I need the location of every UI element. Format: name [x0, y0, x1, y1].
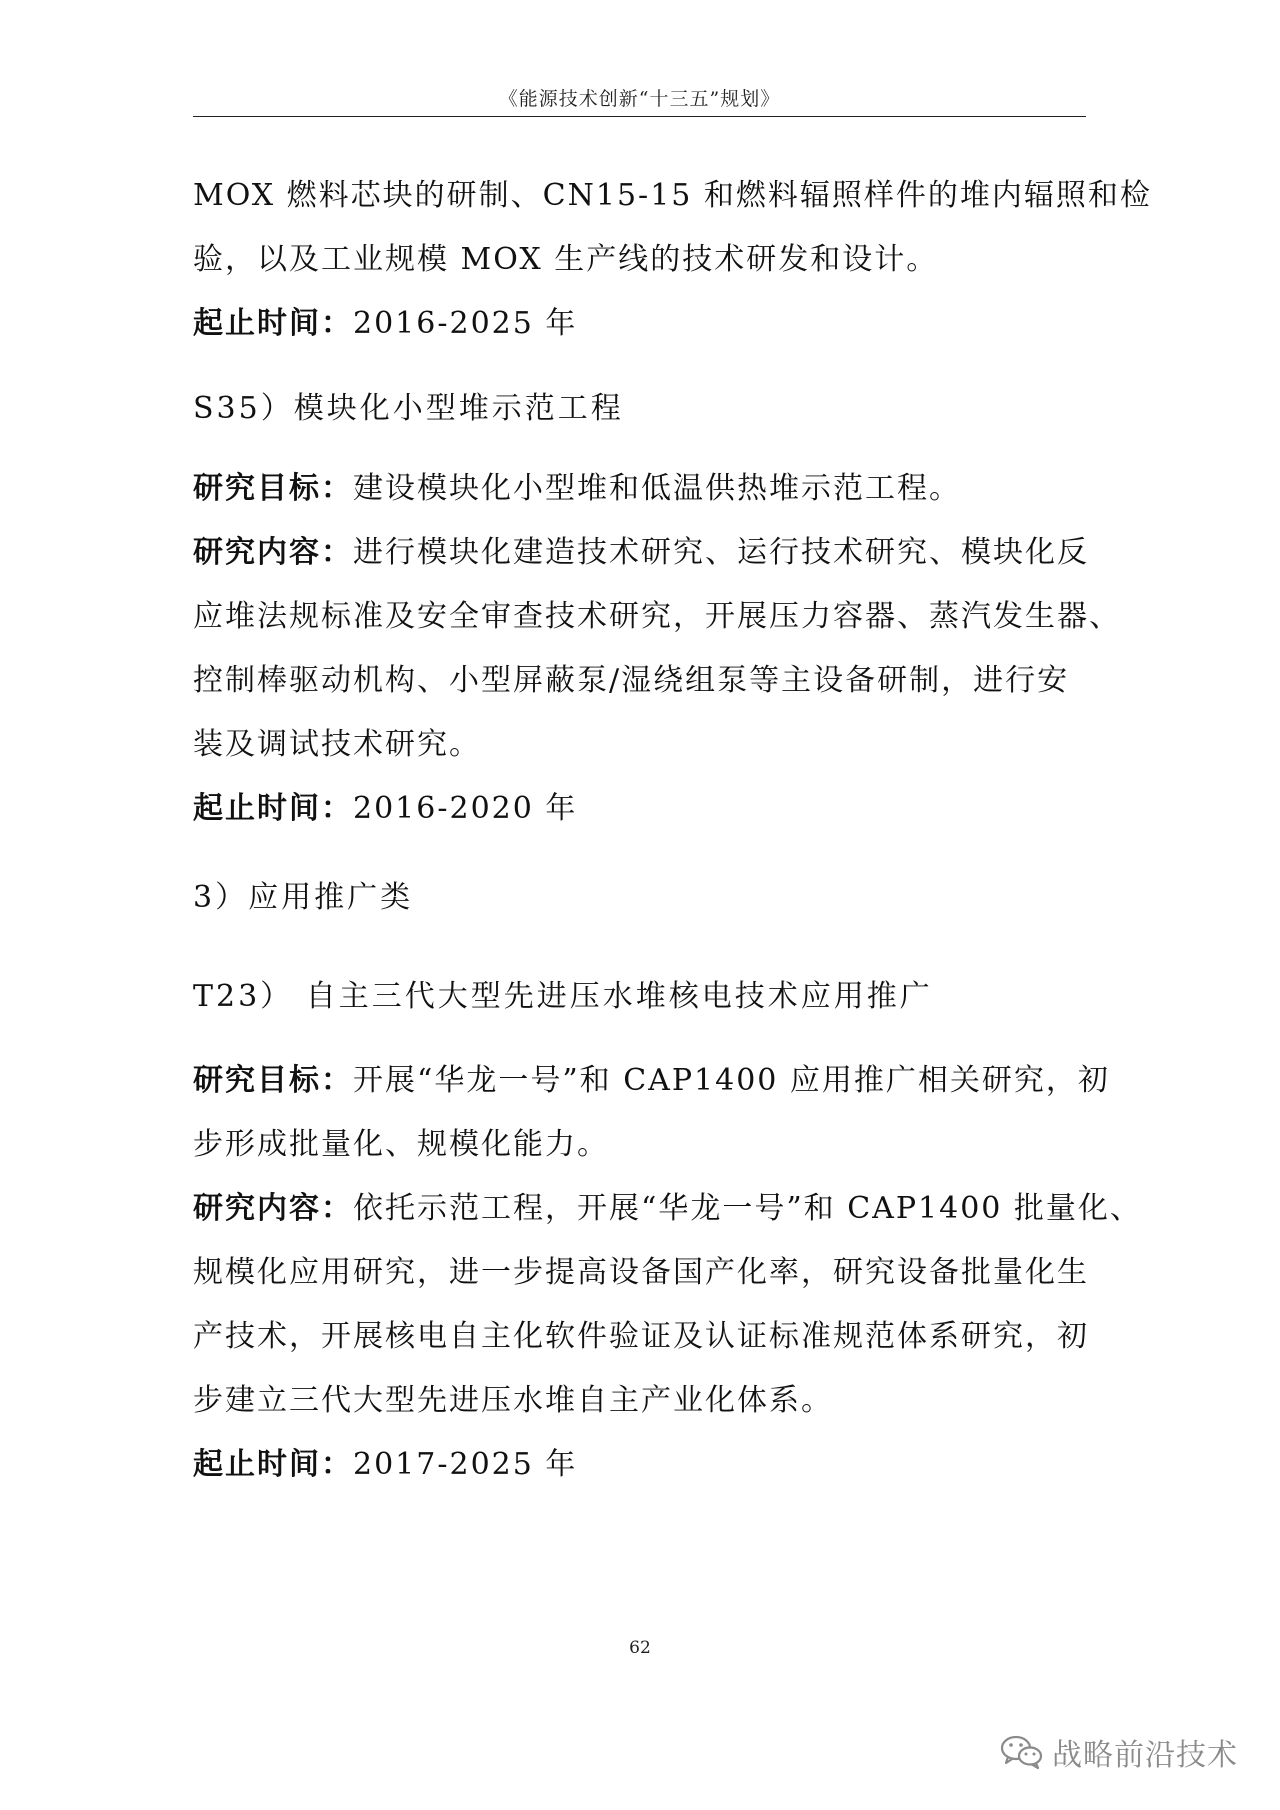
time-range	[193, 1445, 1093, 1485]
wechat-icon	[1000, 1734, 1044, 1770]
watermark-text: 战略前沿技术	[1052, 1738, 1238, 1773]
goal-label: 研究目标：	[193, 471, 353, 506]
paragraph-line: 步形成批量化、规模化能力。	[193, 1127, 609, 1162]
time-value: 2017-2025 年	[353, 1447, 578, 1482]
paragraph-line: 产技术，开展核电自主化软件验证及认证标准规范体系研究，初	[193, 1319, 1089, 1354]
goal-label: 研究目标：	[193, 1063, 353, 1098]
goal-text: 建设模块化小型堆和低温供热堆示范工程。	[353, 471, 961, 506]
research-goal	[193, 1061, 1110, 1101]
paragraph-line: 步建立三代大型先进压水堆自主产业化体系。	[193, 1383, 833, 1418]
header-rule	[193, 116, 1086, 117]
content-text: 进行模块化建造技术研究、运行技术研究、模块化反	[353, 535, 1089, 570]
time-value: 2016-2025 年	[353, 306, 578, 341]
content-label: 研究内容：	[193, 1191, 353, 1226]
content-text: 依托示范工程，开展“华龙一号”和 CAP1400 批量化、	[353, 1191, 1142, 1226]
time-label: 起止时间：	[193, 306, 353, 341]
time-label: 起止时间：	[193, 791, 353, 826]
paragraph-line: 规模化应用研究，进一步提高设备国产化率，研究设备批量化生	[193, 1255, 1089, 1290]
section-heading-3: 3）应用推广类	[193, 880, 414, 915]
paragraph-line: MOX 燃料芯块的研制、CN15-15 和燃料辐照样件的堆内辐照和检	[193, 178, 1152, 213]
page-number: 62	[629, 1638, 651, 1658]
paragraph-line: 控制棒驱动机构、小型屏蔽泵/湿绕组泵等主设备研制，进行安	[193, 663, 1070, 698]
paragraph-line: 验，以及工业规模 MOX 生产线的技术研发和设计。	[193, 242, 939, 277]
research-goal	[193, 469, 1093, 509]
time-value: 2016-2020 年	[353, 791, 578, 826]
section-heading-s35: S35）模块化小型堆示范工程	[193, 391, 624, 426]
section-heading-t23: T23） 自主三代大型先进压水堆核电技术应用推广	[193, 979, 933, 1014]
page-header: 《能源技术创新“十三五”规划》	[498, 88, 781, 110]
time-label: 起止时间：	[193, 1447, 353, 1482]
goal-text: 开展“华龙一号”和 CAP1400 应用推广相关研究，初	[353, 1063, 1110, 1098]
paragraph-line: 应堆法规标准及安全审查技术研究，开展压力容器、蒸汽发生器、	[193, 599, 1121, 634]
watermark	[1000, 1732, 1238, 1772]
paragraph-line: 装及调试技术研究。	[193, 727, 481, 762]
research-content	[193, 1189, 1142, 1229]
content-label: 研究内容：	[193, 535, 353, 570]
time-range	[193, 789, 1093, 829]
research-content	[193, 533, 1093, 573]
time-range	[193, 304, 1093, 344]
